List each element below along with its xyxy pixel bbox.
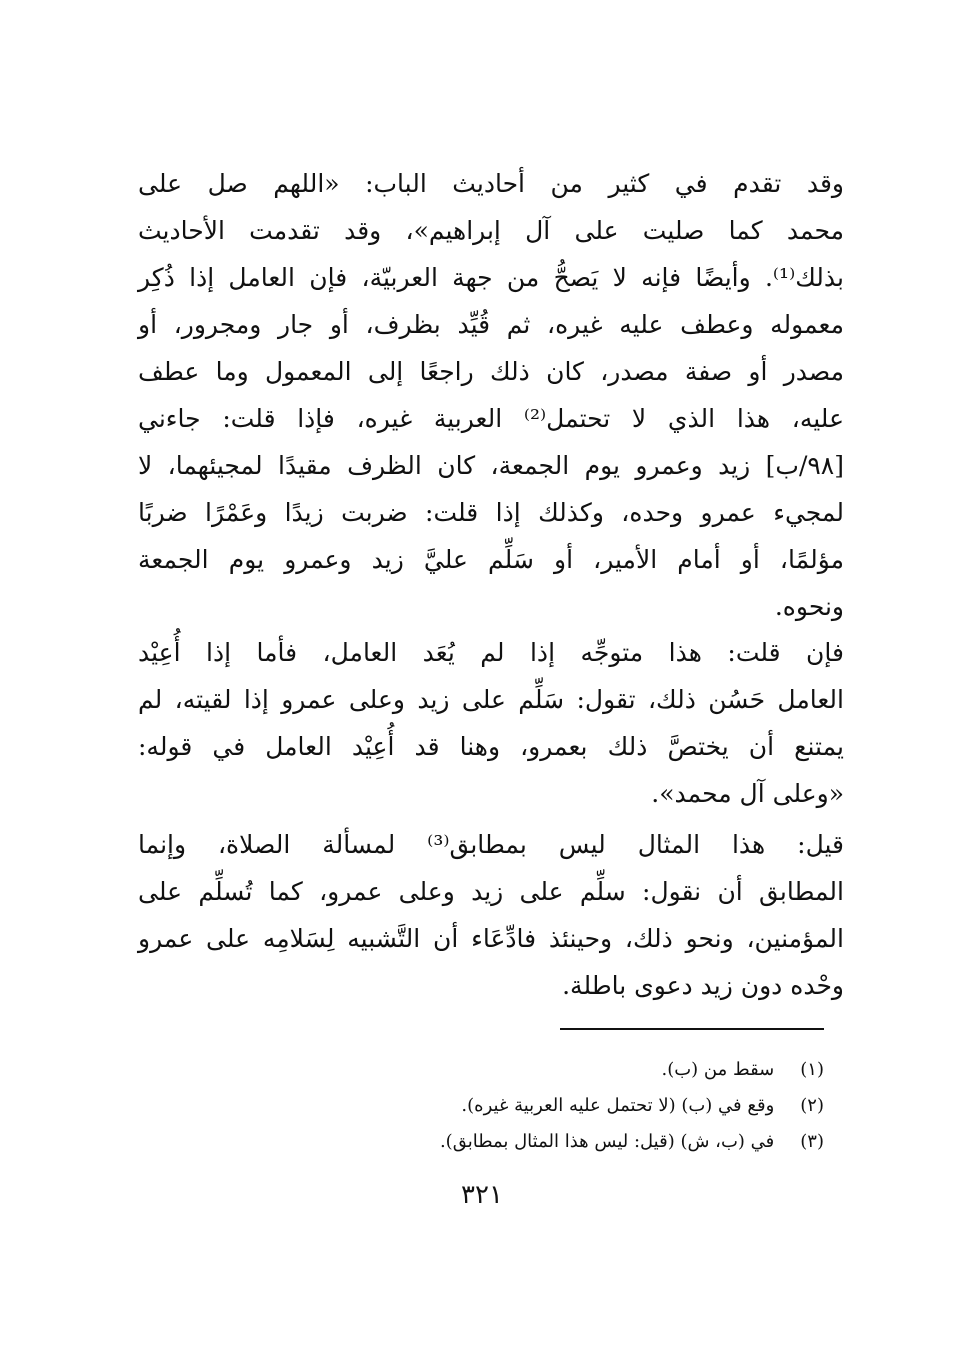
text-line: ونحوه. [774, 592, 844, 621]
text-line: يمتنع أن يختصَّ ذلك بعمرو، وهنا قد أُعِيْد العامل في قوله: [138, 732, 844, 761]
text-line: «وعلى آل محمد». [651, 779, 844, 808]
footnote-1 [124, 1052, 824, 1088]
text-line: العامل حَسُن ذلك، تقول: سَلِّم على زيد وعلى عمرو إذا لقيته، لم [138, 685, 844, 714]
text-line: لمجيء عمرو وحده، وكذلك إذا قلت: ضربت زيدًا وعَمْرًا ضربًا [138, 498, 844, 527]
text-line: فإن قلت: هذا متوجِّه إذا لم يُعَد العامل، فأما إذا أُعِيْد [138, 638, 844, 667]
text-line: وقد تقدم في كثير من أحاديث الباب: «اللهم صل على [138, 169, 844, 198]
text-line: [٩٨/ب] زيد وعمرو يوم الجمعة، كان الظرف مقيدًا لمجيئهما، لا [138, 451, 844, 480]
footnotes [124, 1052, 824, 1160]
text-line: وحْده دون زيد دعوى باطلة. [562, 971, 844, 1000]
footnote-number: (٣) [800, 1131, 824, 1152]
text-line: مصدر أو صفة مصدر، كان ذلك راجعًا إلى المعمول وما عطف [138, 357, 844, 386]
text-line: عليه، هذا الذي لا تحتمل⁽²⁾ العربية غيره، فإذا قلت: جاءني [138, 404, 844, 433]
footnote-number: (١) [800, 1059, 824, 1080]
text-line: مؤلمًا، أو أمام الأمير، أو سَلِّم عليَّ زيد وعمرو يوم الجمعة [138, 545, 844, 574]
footnote-3 [124, 1124, 824, 1160]
text-line: بذلك⁽¹⁾. وأيضًا فإنه لا يَصحُّ من جهة العربيّة، فإن العامل إذا ذُكِر [138, 263, 844, 292]
footnote-text: في (ب، ش) (قيل: ليس هذا المثال بمطابق). [439, 1131, 775, 1152]
footnote-separator [560, 1028, 824, 1030]
footnote-text: وقع في (ب) (لا تحتمل عليه العربية غيره). [461, 1095, 775, 1116]
text-line: المؤمنين، ونحو ذلك، وحينئذ فادِّعَاء أن التَّشبيه لِسَلامِه على عمرو [138, 924, 844, 953]
page-number: ٣٢١ [461, 1180, 503, 1210]
footnote-number: (٢) [800, 1095, 824, 1116]
text-line: المطابق أن نقول: سلِّم على زيد وعلى عمرو، كما تُسلِّم على [138, 877, 844, 906]
footnote-text: سقط من (ب). [661, 1059, 775, 1080]
text-line: معموله وعطف عليه غيره، ثم قُيِّد بظرف، أو جار ومجرور، أو [138, 310, 844, 339]
footnote-2 [124, 1088, 824, 1124]
text-line: قيل: هذا المثال ليس بمطابق⁽³⁾ لمسألة الصلاة، وإنما [138, 830, 845, 859]
text-line: محمد كما صليت على آل إبراهيم»، وقد تقدمت الأحاديث [138, 216, 844, 245]
